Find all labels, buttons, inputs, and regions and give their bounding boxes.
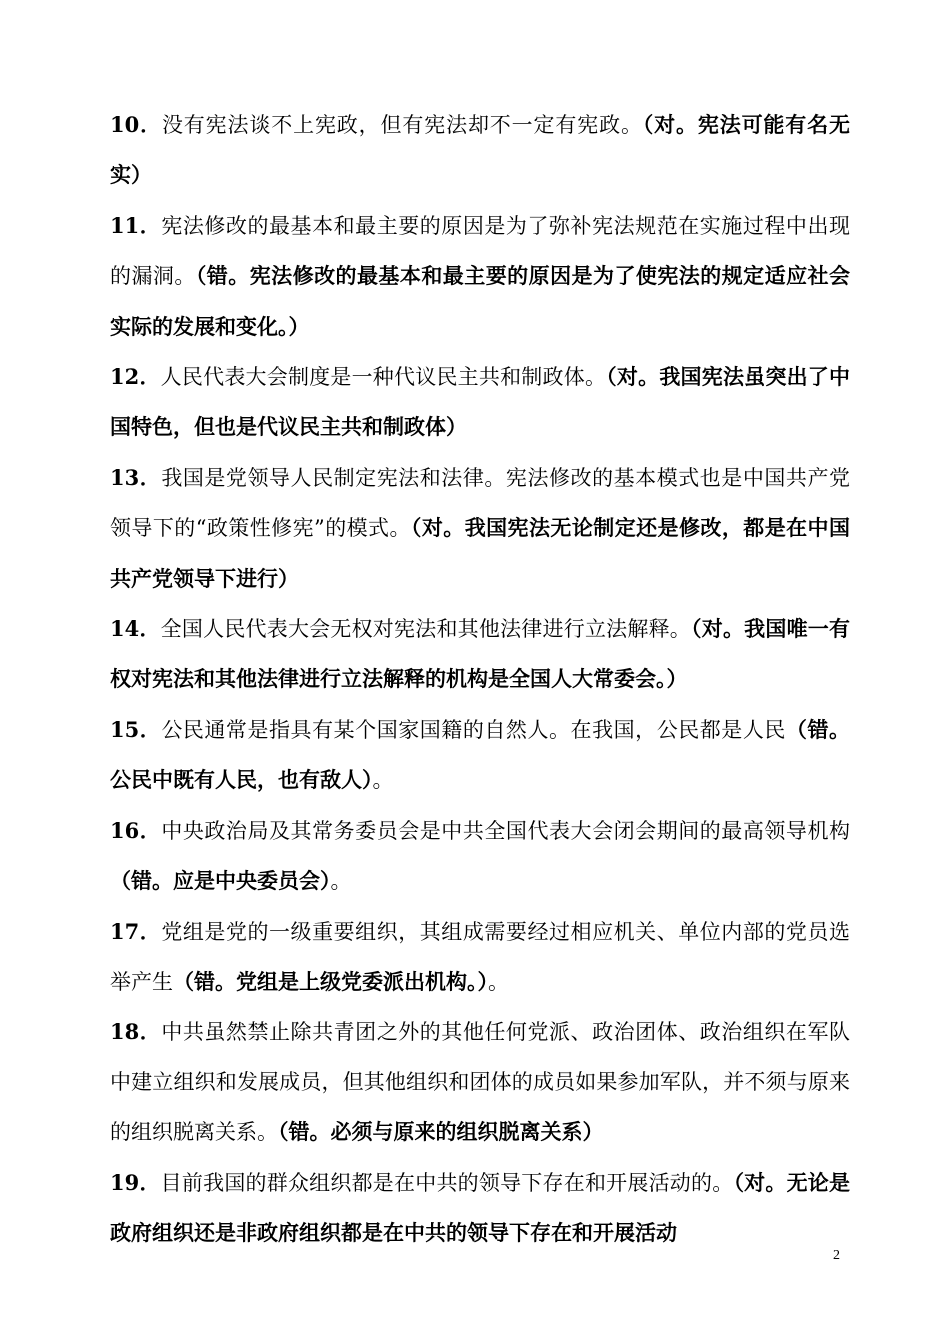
question-number: 11 xyxy=(110,212,140,238)
answer-text: （对。宪法可能有名无实） xyxy=(110,112,851,188)
question-item-17: 17．党组是党的一级重要组织，其组成需要经过相应机关、单位内部的党员选举产生（错。党组是上级党委派出机构。）。 xyxy=(110,918,850,994)
answer-text: （错。公民中既有人民，也有敌人） xyxy=(110,716,850,793)
answer-text: （错。应是中央委员会） xyxy=(110,868,331,894)
question-number: 17 xyxy=(110,918,140,944)
question-text: 党组是党的一级重要组织，其组成需要经过相应机关、单位内部的党员选举产生 xyxy=(110,919,850,994)
question-text: 中央政治局及其常务委员会是中共全国代表大会闭会期间的最高领导机构 xyxy=(161,818,850,843)
answer-text: （错。宪法修改的最基本和最主要的原因是为了使宪法的规定适应社会实际的发展和变化。） xyxy=(110,263,851,339)
trailing-text: 。 xyxy=(372,768,394,793)
answer-text: （错。必须与原来的组织脱离关系） xyxy=(278,1119,604,1145)
question-number: 19 xyxy=(110,1169,140,1195)
question-number: 13 xyxy=(110,464,140,490)
question-number: 12 xyxy=(110,364,140,390)
question-item-11: 11．宪法修改的最基本和最主要的原因是为了弥补宪法规范在实施过程中出现的漏洞。（错。宪法修改的最基本和最主要的原因是为了使宪法的规定适应社会实际的发展和变化。） xyxy=(110,212,851,339)
answer-text: （对。我国唯一有权对宪法和其他法律进行立法解释的机构是全国人大常委会。） xyxy=(110,616,851,692)
answer-text: （对。无论是政府组织还是非政府组织都是在中共的领导下存在和开展活动 xyxy=(110,1169,851,1245)
answer-text: （错。党组是上级党委派出机构。） xyxy=(173,968,488,994)
question-item-19: 19．目前我国的群众组织都是在中共的领导下存在和开展活动的。（对。无论是政府组织还是非政府组织都是在中共的领导下存在和开展活动 xyxy=(110,1169,851,1245)
question-text: 我国是党领导人民制定宪法和法律。宪法修改的基本模式也是中国共产党领导下的“政策性修宪”的模式。 xyxy=(110,465,850,541)
trailing-text: 。 xyxy=(330,869,352,894)
page-number: 2 xyxy=(833,1248,840,1263)
question-number: 10 xyxy=(110,112,140,137)
question-number: 16 xyxy=(110,817,140,843)
question-item-10: 10．没有宪法谈不上宪政，但有宪法却不一定有宪政。（对。宪法可能有名无实） xyxy=(110,112,851,188)
document-body xyxy=(110,100,850,1258)
question-number: 18 xyxy=(110,1019,140,1045)
question-text: 中共虽然禁止除共青团之外的其他任何党派、政治团体、政治组织在军队中建立组织和发展成员，但其他组织和团体的成员如果参加军队，并不须与原来的组织脱离关系。 xyxy=(110,1020,850,1145)
question-item-18: 18．中共虽然禁止除共青团之外的其他任何党派、政治团体、政治组织在军队中建立组织和发展成员，但其他组织和团体的成员如果参加军队，并不须与原来的组织脱离关系。（错。必须与原来的组织脱离关系） xyxy=(110,1019,850,1145)
answer-text: （对。我国宪法无论制定还是修改，都是在中国共产党领导下进行） xyxy=(110,515,850,591)
trailing-text: 。 xyxy=(488,969,509,994)
question-number: 15 xyxy=(110,716,140,742)
question-item-14: 14．全国人民代表大会无权对宪法和其他法律进行立法解释。（对。我国唯一有权对宪法和其他法律进行立法解释的机构是全国人大常委会。） xyxy=(110,616,851,692)
question-text: 目前我国的群众组织都是在中共的领导下存在和开展活动的。 xyxy=(160,1170,734,1195)
question-item-15: 15．公民通常是指具有某个国家国籍的自然人。在我国，公民都是人民（错。公民中既有人民，也有敌人）。 xyxy=(110,716,850,793)
question-text: 公民通常是指具有某个国家国籍的自然人。在我国，公民都是人民 xyxy=(161,717,786,742)
question-text: 全国人民代表大会无权对宪法和其他法律进行立法解释。 xyxy=(160,617,692,642)
question-text: 没有宪法谈不上宪政，但有宪法却不一定有宪政。 xyxy=(161,113,643,137)
answer-text: （对。我国宪法虽突出了中国特色，但也是代议民主共和制政体） xyxy=(110,364,851,440)
question-item-12: 12．人民代表大会制度是一种代议民主共和制政体。（对。我国宪法虽突出了中国特色，但也是代议民主共和制政体） xyxy=(110,364,851,440)
question-item-13: 13．我国是党领导人民制定宪法和法律。宪法修改的基本模式也是中国共产党领导下的“政策性修宪”的模式。（对。我国宪法无论制定还是修改，都是在中国共产党领导下进行） xyxy=(110,464,850,591)
question-text: 宪法修改的最基本和最主要的原因是为了弥补宪法规范在实施过程中出现的漏洞。 xyxy=(110,213,850,289)
question-number: 14 xyxy=(110,616,140,642)
question-text: 人民代表大会制度是一种代议民主共和制政体。 xyxy=(160,365,607,390)
question-item-16: 16．中央政治局及其常务委员会是中共全国代表大会闭会期间的最高领导机构（错。应是中央委员会）。 xyxy=(110,817,850,894)
